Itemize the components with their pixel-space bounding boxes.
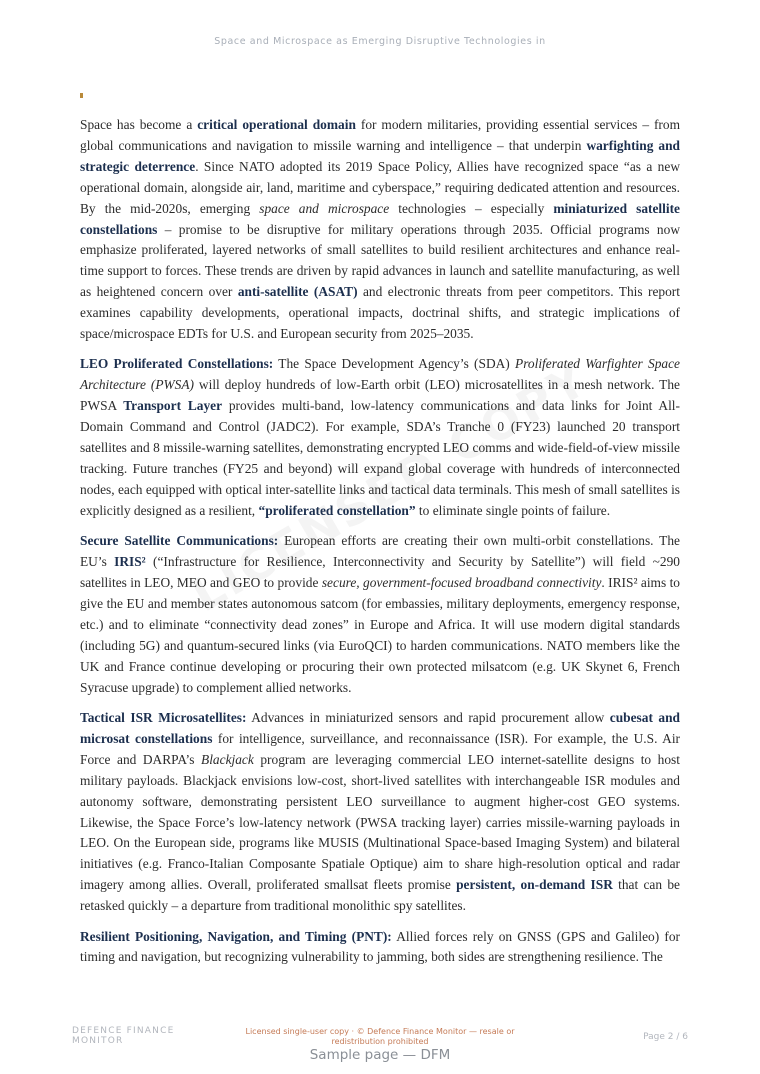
sample-page-label: Sample page — DFM [309,1047,451,1063]
license-notice: Licensed single-user copy · © Defence Finance Monitor — resale or redistribution prohibited [245,1027,515,1046]
emphasis-text: cubesat and microsat constellations [80,709,680,746]
brand-line: MONITOR [72,1036,124,1046]
text-run: . IRIS² aims to give the EU and member states autonomous satcom (for embassies, military deployments, emergency response, etc.) and to eliminate “connectivity dead zones” in Europe and Africa. It will use modern digital standards (including 5G) and quantum-secured links (via EuroQCI) to harden communications. NATO members like the UK and France continue developing or procuring their own protected milsatcom (e.g. UK Skynet 6, French Syracuse upgrade) to complement allied networks. [80,575,680,695]
emphasis-text: anti-satellite (ASAT) [237,284,358,300]
running-header: Space and Microspace as Emerging Disruptive Technologies in [214,36,546,47]
italic-text: space and microspace [259,200,390,216]
text-run: for intelligence, surveillance, and reconnaissance (ISR). For example, the U.S. Air Force and DARPA’s [80,730,680,767]
text-run: Allied forces rely on GNSS (GPS and Galileo) for timing and navigation, but recognizing vulnerability to jamming, both sides are strengthening resilience. The [80,928,680,965]
text-run: European efforts are creating their own multi-orbit constellations. The EU’s [80,533,681,570]
accent-marker [80,93,83,98]
emphasis-text: miniaturized satellite constellations [80,200,680,237]
footer-brand [72,1026,174,1046]
emphasis-text: Transport Layer [123,398,223,414]
leo-paragraph [80,354,680,521]
text-run: program are leveraging commercial LEO internet-satellite designs to host military payloads. Blackjack envisions low-cost, short-lived satellites with interchangeable ISR modules and autonomy software, demonstrating persistent LEO surveillance to augment higher-cost GEO systems. Likewise, the Space Force’s low-latency network (PWSA tracking layer) carries missile-warning payloads in LEO. On the European side, programs like MUSIS (Multinational Space-based Imaging System) and bilateral initiatives (e.g. Franco-Italian Composante Spatiale Optique) aim to share high-resolution optical and radar imagery among allies. Overall, proliferated smallsat fleets promise [80,751,680,893]
section-heading: Resilient Positioning, Navigation, and Timing (PNT): [80,928,392,944]
intro-paragraph [80,115,680,345]
text-run: to eliminate single points of failure. [415,502,611,518]
emphasis-text: warfighting and strategic deterrence [80,137,680,174]
emphasis-text: persistent, on-demand ISR [456,877,613,893]
italic-text: Blackjack [201,751,254,767]
brand-line: DEFENCE FINANCE [72,1026,175,1036]
emphasis-text: IRIS² [114,554,146,570]
text-run: – promise to be disruptive for military operations through 2035. Official programs now emphasize proliferated, layered networks of small satellites to build resilient architectures and enhance real-time support to forces. These trends are driven by rapid advances in launch and satellite manufacturing, as well as heightened concern over [80,221,680,300]
text-run: provides multi-band, low-latency communications and data links for Joint All-Domain Command and Control (JADC2). For example, SDA’s Tranche 0 (FY23) launched 20 transport satellites and 8 missile-warning satellites, demonstrating encrypted LEO comms and wide-field-of-view missile tracking. Future tranches (FY25 and beyond) will expand global coverage with hundreds of interconnected nodes, each equipped with optical inter-satellite links and tactical data terminals. This mesh of small satellites is explicitly designed as a resilient, [80,398,680,518]
pnt-paragraph [80,927,680,969]
section-heading: Tactical ISR Microsatellites: [80,709,247,725]
satcom-paragraph [80,531,680,698]
text-run: will deploy hundreds of low-Earth orbit (LEO) microsatellites in a mesh network. The PWSA [80,377,680,414]
text-run: Space has become a [80,117,198,132]
text-run: (“Infrastructure for Resilience, Interconnectivity and Security by Satellite”) will field ~290 satellites in LEO, MEO and GEO to provide [80,554,680,591]
text-run: . Since NATO adopted its 2019 Space Policy, Allies have recognized space “as a new operational domain, alongside air, land, maritime and cyberspace,” requiring dedicated attention and resources. By the mid-2020s, emerging [80,158,680,216]
text-run: and electronic threats from peer competitors. This report examines capability developments, operational impacts, doctrinal shifts, and strategic implications of space/microspace EDTs for U.S. and European security from 2025–2035. [80,284,680,342]
article-body [80,115,680,978]
italic-text: Proliferated Warfighter Space Architecture (PWSA) [80,356,680,393]
text-run: Advances in miniaturized sensors and rapid procurement allow [246,709,610,725]
text-run: for modern militaries, providing essential services – from global communications and navigation to missile warning and intelligence – that underpin [80,117,680,153]
text-run: The Space Development Agency’s (SDA) [273,356,516,372]
text-run: that can be retasked quickly – a departure from traditional monolithic spy satellites. [80,877,680,914]
isr-paragraph [80,708,680,917]
text-run: technologies – especially [389,200,554,216]
page-number: Page 2 / 6 [643,1032,688,1042]
section-heading: Secure Satellite Communications: [80,533,279,549]
italic-text: secure, government-focused broadband connectivity [321,575,602,591]
section-heading: LEO Proliferated Constellations: [80,356,274,372]
emphasis-text: critical operational domain [197,117,356,132]
emphasis-text: “proliferated constellation” [258,502,416,518]
